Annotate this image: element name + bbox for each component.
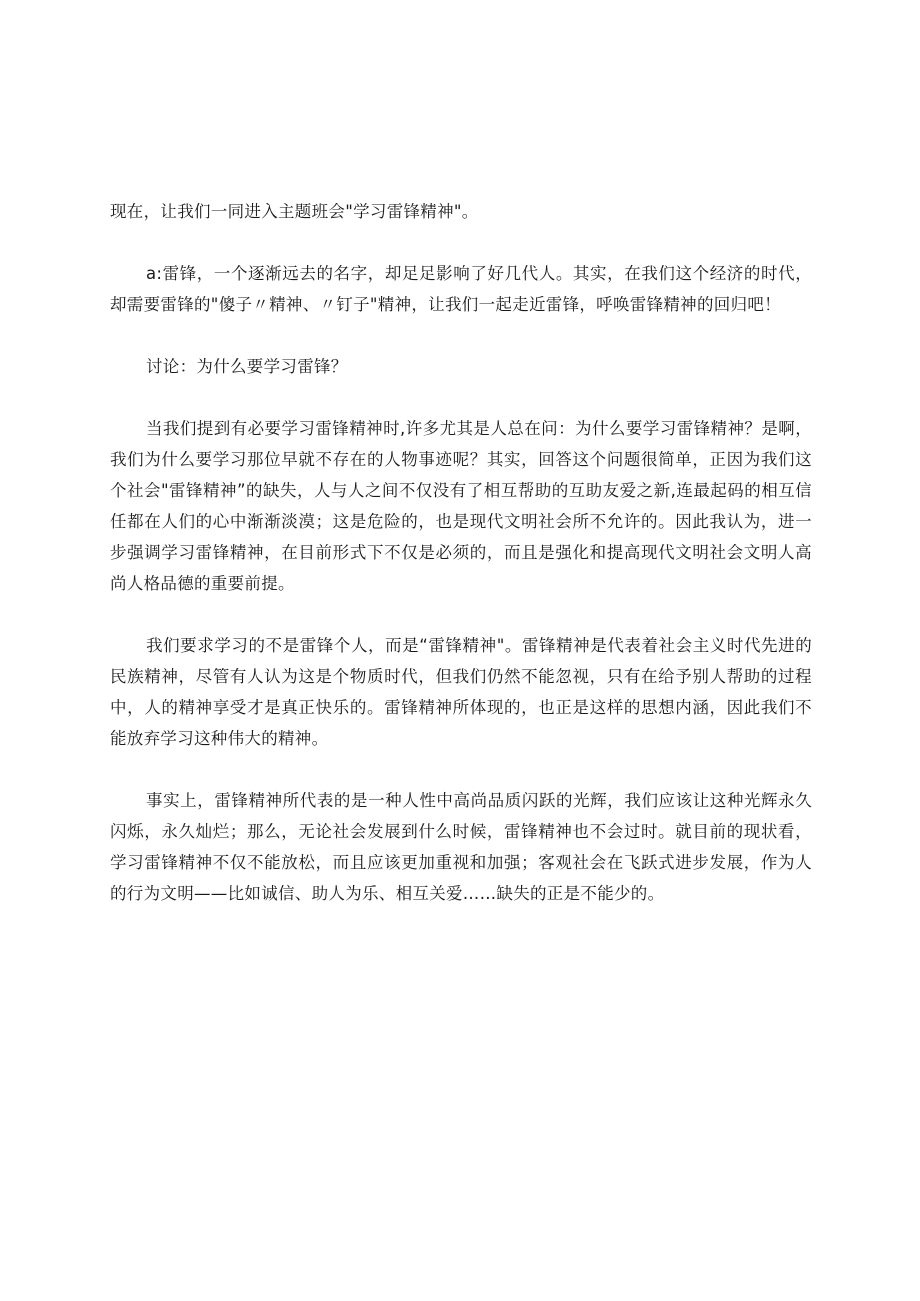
paragraph-in-fact: 事实上，雷锋精神所代表的是一种人性中高尚品质闪跃的光辉，我们应该让这种光辉永久闪烁，永久灿烂；那么，无论社会发展到什么时候，雷锋精神也不会过时。就目前的现状看，学习雷锋精神不仅不能放松，而且应该更加重视和加强；客观社会在飞跃式进步发展，作为人的行为文明——比如诚信、助人为乐、相互关爱……缺失的正是不能少的。 [110,791,812,903]
paragraph-intro: 现在，让我们一同进入主题班会"学习雷锋精神"。 [110,202,479,221]
paragraph-why-learn: 当我们提到有必要学习雷锋精神时,许多尤其是人总在问：为什么要学习雷锋精神？是啊，我们为什么要学习那位早就不存在的人物事迹呢？其实，回答这个问题很简单，正因为我们这个社会"雷锋精神”的缺失，人与人之间不仅没有了相互帮助的互助友爱之新,连最起码的相互信任都在人们的心中渐渐淡漠；这是危险的，也是现代文明社会所不允许的。因此我认为，进一步强调学习雷锋精神，在目前形式下不仅是必须的，而且是强化和提高现代文明社会文明人高尚人格品德的重要前提。 [110,419,812,593]
paragraph-discussion: 讨论：为什么要学习雷锋？ [146,357,348,376]
paragraph-a: a:雷锋，一个逐渐远去的名字，却足足影响了好几代人。其实，在我们这个经济的时代，却需要雷锋的"傻子〃精神、〃钉子"精神，让我们一起走近雷锋，呼唤雷锋精神的回归吧！ [110,264,812,314]
document-body [110,196,812,909]
paragraph-lei-feng-spirit: 我们要求学习的不是雷锋个人，而是“雷锋精神"。雷锋精神是代表着社会主义时代先进的民族精神，尽管有人认为这是个物质时代，但我们仍然不能忽视，只有在给予别人帮助的过程中，人的精神享受才是真正快乐的。雷锋精神所体现的，也正是这样的思想内涵，因此我们不能放弃学习这种伟大的精神。 [110,636,812,748]
